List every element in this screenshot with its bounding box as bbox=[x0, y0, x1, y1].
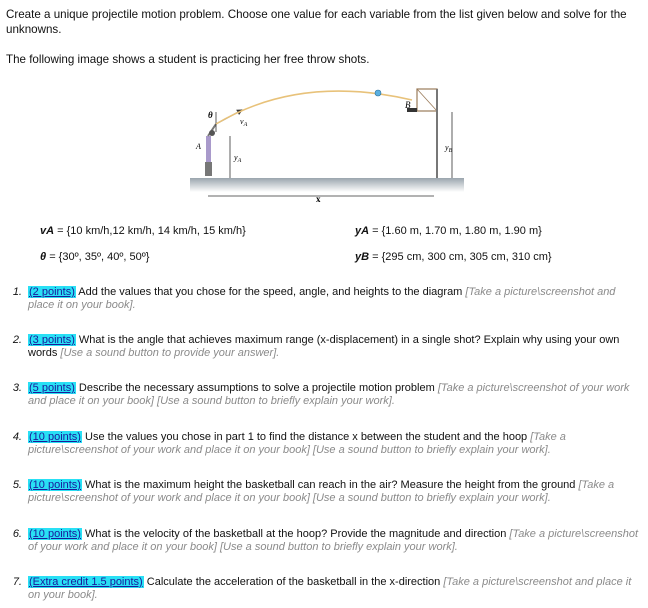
question-3: 3. (5 points) Describe the necessary assumptions to solve a projectile motion problem [Take a picture\screenshot of your work and place it on your book] [Use a sound button to briefly explain your work]. bbox=[12, 382, 630, 407]
variable-ya: yA = {1.60 m, 1.70 m, 1.80 m, 1.90 m} bbox=[355, 225, 542, 237]
lead-paragraph: The following image shows a student is practicing her free throw shots. bbox=[6, 53, 370, 66]
points-badge: (3 points) bbox=[29, 334, 75, 346]
student-figure bbox=[205, 124, 216, 176]
question-2: 2. (3 points) What is the angle that achieves maximum range (x-displacement) in a single shot? Explain why using your own words [Use a sound button to provide your answer]. bbox=[12, 334, 620, 359]
trajectory bbox=[216, 91, 412, 124]
hoop bbox=[407, 89, 437, 178]
variable-va: vA = {10 km/h,12 km/h, 14 km/h, 15 km/h} bbox=[40, 225, 246, 237]
ball bbox=[375, 90, 381, 96]
question-1: 1. (2 points) Add the values that you chose for the speed, angle, and heights to the diagram [Take a picture\screenshot and place it on your book]. bbox=[12, 286, 616, 311]
points-badge: (Extra credit 1.5 points) bbox=[29, 576, 143, 588]
ground bbox=[190, 178, 464, 192]
intro-paragraph: Create a unique projectile motion problem. Choose one value for each variable from the list given below and solve for the unknowns. bbox=[6, 8, 627, 36]
question-4: 4. (10 points) Use the values you chose in part 1 to find the distance x between the student and the hoop [Take a picture\screenshot of your work and place it on your book] [Use a sound button to briefly explain your work]. bbox=[12, 431, 566, 456]
ya-label: $y_A$ bbox=[234, 153, 242, 164]
variable-yb: yB = {295 cm, 300 cm, 305 cm, 310 cm} bbox=[355, 251, 552, 263]
projectile-diagram bbox=[190, 84, 464, 204]
question-6: 6. (10 points) What is the velocity of the basketball at the hoop? Provide the magnitude and direction [Take a picture\screenshot of your work and place it on your book] [Use a sound button to briefly explain your work]. bbox=[12, 528, 639, 553]
points-badge: (10 points) bbox=[29, 528, 81, 540]
theta-label: θ bbox=[208, 110, 213, 120]
b-label: B bbox=[405, 100, 411, 110]
va-label: $v_A$ bbox=[240, 117, 248, 128]
points-badge: (2 points) bbox=[29, 286, 75, 298]
points-badge: (5 points) bbox=[29, 382, 75, 394]
yb-label: $y_B$ bbox=[445, 143, 453, 154]
x-label: x bbox=[316, 194, 321, 204]
a-label: A bbox=[196, 142, 201, 151]
points-badge: (10 points) bbox=[29, 479, 81, 491]
points-badge: (10 points) bbox=[29, 431, 81, 443]
question-7: 7. (Extra credit 1.5 points) Calculate the acceleration of the basketball in the x-direction [Take a picture\screenshot and place it on your book]. bbox=[12, 576, 632, 601]
variable-theta: θ = {30º, 35º, 40º, 50º} bbox=[40, 251, 150, 263]
question-5: 5. (10 points) What is the maximum height the basketball can reach in the air? Measure the height from the ground [Take a picture\screenshot of your work and place it on your book] [Use a sound button to briefly explain your work]. bbox=[12, 479, 615, 504]
